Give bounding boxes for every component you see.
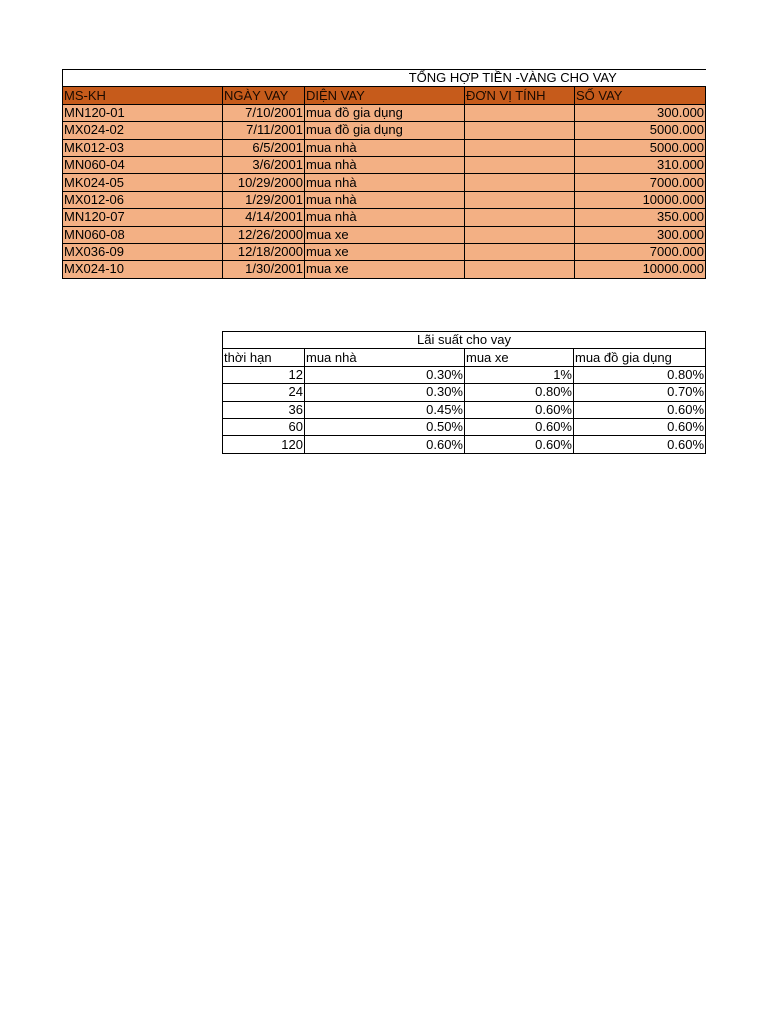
cell-thoi-han[interactable]: 36 [223, 401, 305, 418]
header-thoi-han[interactable]: thời hạn [223, 349, 305, 366]
table-row [63, 139, 706, 156]
cell-so-vay[interactable]: 5000.000 [575, 139, 706, 156]
cell-don-vi-tinh[interactable] [465, 156, 575, 173]
cell-dien-vay[interactable]: mua nhà [305, 209, 465, 226]
cell-ngay-vay[interactable]: 1/30/2001 [223, 261, 305, 278]
cell-thoi-han[interactable]: 120 [223, 436, 305, 453]
table-row [223, 418, 706, 435]
table-row [63, 156, 706, 173]
cell-rate-mua-nha[interactable]: 0.30% [305, 384, 465, 401]
cell-dien-vay[interactable]: mua xe [305, 243, 465, 260]
table-row [63, 226, 706, 243]
cell-ms-kh[interactable]: MX024-10 [63, 261, 223, 278]
header-so-vay[interactable]: SỐ VAY [575, 87, 706, 104]
cell-ms-kh[interactable]: MN120-01 [63, 104, 223, 121]
cell-ngay-vay[interactable]: 7/10/2001 [223, 104, 305, 121]
cell-ms-kh[interactable]: MN120-07 [63, 209, 223, 226]
cell-ms-kh[interactable]: MX024-02 [63, 122, 223, 139]
cell-rate-mua-do-gia-dung[interactable]: 0.80% [574, 366, 706, 383]
table-row [63, 261, 706, 278]
header-mua-do-gia-dung[interactable]: mua đồ gia dụng [574, 349, 706, 366]
cell-so-vay[interactable]: 5000.000 [575, 122, 706, 139]
cell-rate-mua-xe[interactable]: 0.60% [465, 401, 574, 418]
cell-dien-vay[interactable]: mua xe [305, 226, 465, 243]
cell-rate-mua-nha[interactable]: 0.50% [305, 418, 465, 435]
cell-ngay-vay[interactable]: 12/26/2000 [223, 226, 305, 243]
cell-don-vi-tinh[interactable] [465, 209, 575, 226]
cell-don-vi-tinh[interactable] [465, 122, 575, 139]
cell-don-vi-tinh[interactable] [465, 174, 575, 191]
loan-summary-table [62, 69, 706, 279]
header-mua-xe[interactable]: mua xe [465, 349, 574, 366]
cell-don-vi-tinh[interactable] [465, 104, 575, 121]
table-row [63, 122, 706, 139]
cell-don-vi-tinh[interactable] [465, 191, 575, 208]
cell-ngay-vay[interactable]: 12/18/2000 [223, 243, 305, 260]
cell-don-vi-tinh[interactable] [465, 243, 575, 260]
cell-so-vay[interactable]: 7000.000 [575, 243, 706, 260]
header-mua-nha[interactable]: mua nhà [305, 349, 465, 366]
cell-dien-vay[interactable]: mua nhà [305, 191, 465, 208]
cell-dien-vay[interactable]: mua xe [305, 261, 465, 278]
header-dien-vay[interactable]: DIỆN VAY [305, 87, 465, 104]
cell-dien-vay[interactable]: mua nhà [305, 156, 465, 173]
cell-rate-mua-xe[interactable]: 0.60% [465, 418, 574, 435]
cell-ngay-vay[interactable]: 1/29/2001 [223, 191, 305, 208]
header-don-vi-tinh[interactable]: ĐƠN VỊ TÍNH [465, 87, 575, 104]
cell-so-vay[interactable]: 10000.000 [575, 191, 706, 208]
interest-rate-table [222, 331, 706, 454]
loan-table-title[interactable]: TỔNG HỢP TIỀN -VÀNG CHO VAY [63, 70, 706, 87]
cell-don-vi-tinh[interactable] [465, 261, 575, 278]
cell-so-vay[interactable]: 350.000 [575, 209, 706, 226]
cell-rate-mua-nha[interactable]: 0.45% [305, 401, 465, 418]
cell-dien-vay[interactable]: mua nhà [305, 174, 465, 191]
table-row [223, 436, 706, 453]
table-row [63, 104, 706, 121]
cell-ms-kh[interactable]: MN060-08 [63, 226, 223, 243]
loan-table-header-row [63, 87, 706, 104]
cell-don-vi-tinh[interactable] [465, 226, 575, 243]
cell-so-vay[interactable]: 7000.000 [575, 174, 706, 191]
cell-dien-vay[interactable]: mua đồ gia dụng [305, 104, 465, 121]
cell-ngay-vay[interactable]: 6/5/2001 [223, 139, 305, 156]
loan-table-title-row [63, 70, 706, 87]
rate-table-title-row [223, 332, 706, 349]
cell-ms-kh[interactable]: MX012-06 [63, 191, 223, 208]
cell-don-vi-tinh[interactable] [465, 139, 575, 156]
cell-dien-vay[interactable]: mua nhà [305, 139, 465, 156]
table-row [63, 243, 706, 260]
cell-rate-mua-do-gia-dung[interactable]: 0.60% [574, 401, 706, 418]
cell-ms-kh[interactable]: MK012-03 [63, 139, 223, 156]
table-row [63, 174, 706, 191]
table-row [63, 191, 706, 208]
table-row [63, 209, 706, 226]
cell-rate-mua-xe[interactable]: 1% [465, 366, 574, 383]
cell-rate-mua-do-gia-dung[interactable]: 0.60% [574, 436, 706, 453]
cell-thoi-han[interactable]: 12 [223, 366, 305, 383]
rate-table-title[interactable]: Lãi suất cho vay [223, 332, 706, 349]
cell-ms-kh[interactable]: MX036-09 [63, 243, 223, 260]
cell-rate-mua-xe[interactable]: 0.60% [465, 436, 574, 453]
cell-thoi-han[interactable]: 24 [223, 384, 305, 401]
cell-ms-kh[interactable]: MK024-05 [63, 174, 223, 191]
cell-rate-mua-xe[interactable]: 0.80% [465, 384, 574, 401]
cell-so-vay[interactable]: 310.000 [575, 156, 706, 173]
cell-rate-mua-do-gia-dung[interactable]: 0.60% [574, 418, 706, 435]
table-row [223, 384, 706, 401]
header-ngay-vay[interactable]: NGÀY VAY [223, 87, 305, 104]
header-ms-kh[interactable]: MS-KH [63, 87, 223, 104]
cell-ngay-vay[interactable]: 3/6/2001 [223, 156, 305, 173]
cell-ngay-vay[interactable]: 4/14/2001 [223, 209, 305, 226]
table-row [223, 401, 706, 418]
cell-ngay-vay[interactable]: 10/29/2000 [223, 174, 305, 191]
cell-dien-vay[interactable]: mua đồ gia dụng [305, 122, 465, 139]
cell-thoi-han[interactable]: 60 [223, 418, 305, 435]
cell-rate-mua-nha[interactable]: 0.60% [305, 436, 465, 453]
cell-so-vay[interactable]: 300.000 [575, 104, 706, 121]
table-row [223, 366, 706, 383]
cell-ngay-vay[interactable]: 7/11/2001 [223, 122, 305, 139]
cell-so-vay[interactable]: 300.000 [575, 226, 706, 243]
cell-rate-mua-do-gia-dung[interactable]: 0.70% [574, 384, 706, 401]
rate-table-header-row [223, 349, 706, 366]
cell-ms-kh[interactable]: MN060-04 [63, 156, 223, 173]
cell-rate-mua-nha[interactable]: 0.30% [305, 366, 465, 383]
cell-so-vay[interactable]: 10000.000 [575, 261, 706, 278]
